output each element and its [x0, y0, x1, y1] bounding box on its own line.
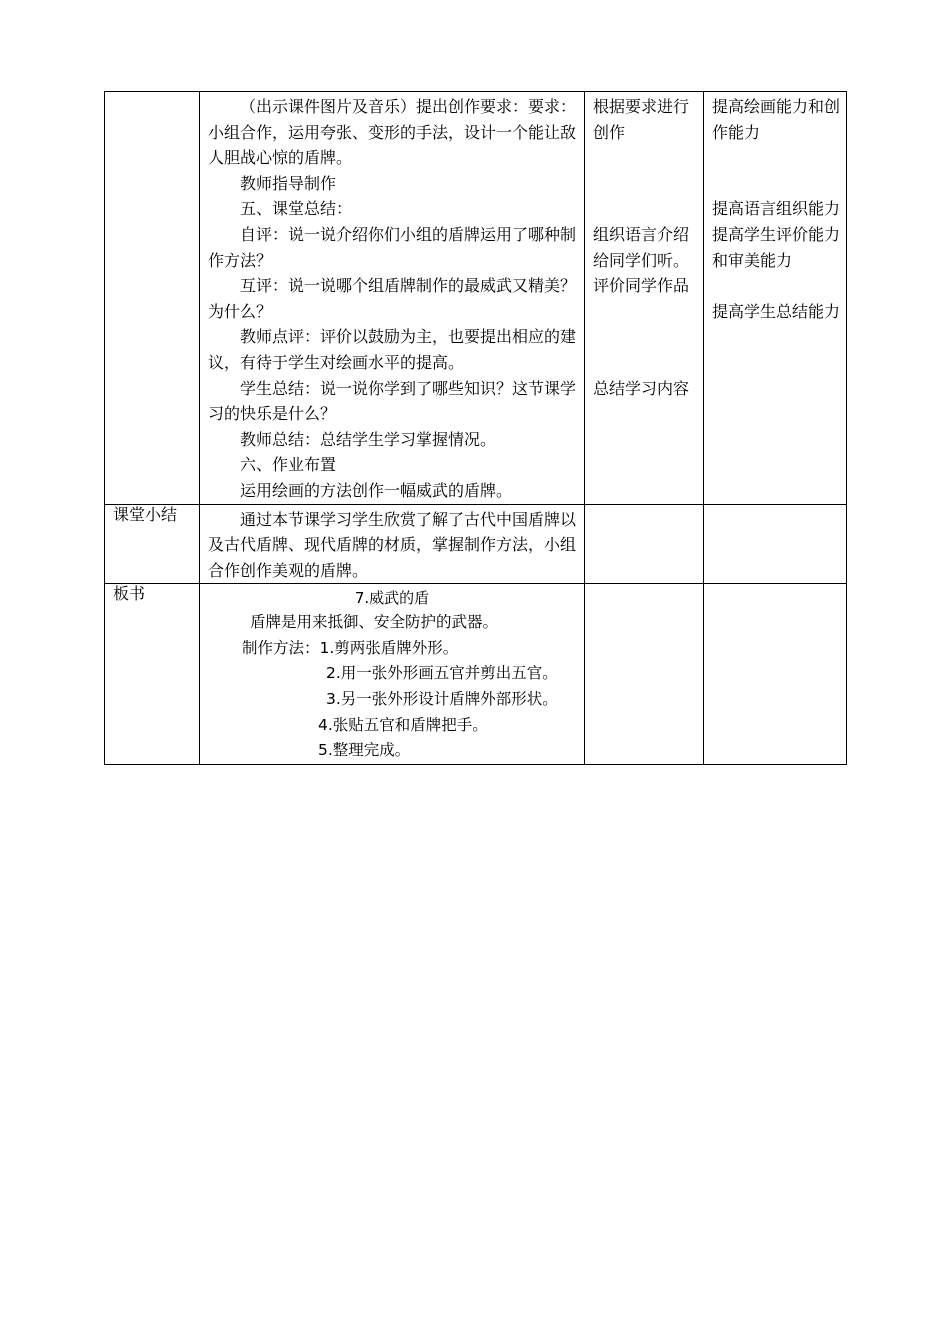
teacher-activity-text: 互评：说一说哪个组盾牌制作的最威武又精美？为什么？: [208, 276, 577, 321]
process-label-cell: [105, 92, 200, 505]
intent-text: 提高学生总结能力: [712, 301, 841, 321]
board-label-cell: [105, 584, 200, 765]
board-label: 板书: [113, 584, 146, 604]
teacher-activity-text: 教师点评：评价以鼓励为主，也要提出相应的建议，有待于学生对绘画水平的提高。: [208, 327, 577, 372]
board-empty-cell: [704, 584, 847, 765]
student-activity-text: 评价同学作品: [593, 276, 690, 296]
board-step: 4.张贴五官和盾牌把手。: [318, 715, 488, 734]
section-heading: 六、作业布置: [240, 455, 337, 475]
summary-empty-cell: [585, 504, 704, 584]
summary-label: 课堂小结: [113, 504, 178, 524]
student-activity-cell: [585, 92, 704, 505]
board-method-line: [208, 636, 576, 662]
board-content-cell: [200, 584, 585, 765]
board-method-label: 制作方法：: [242, 638, 320, 657]
teacher-activity-text: 学生总结：说一说你学到了哪些知识？这节课学习的快乐是什么？: [208, 378, 577, 424]
summary-row: [105, 504, 847, 584]
teacher-activity-text: 教师总结：总结学生学习掌握情况。: [240, 429, 497, 449]
summary-text-cell: [200, 504, 585, 584]
intent-cell: [704, 92, 847, 505]
board-definition: 盾牌是用来抵御、安全防护的武器。: [250, 613, 499, 632]
board-step: 3.另一张外形设计盾牌外部形状。: [326, 690, 558, 709]
teacher-activity-text: 运用绘画的方法创作一幅威武的盾牌。: [240, 480, 513, 500]
student-activity-text: 根据要求进行创作: [593, 97, 690, 142]
summary-label-cell: [105, 504, 200, 584]
process-row: [105, 92, 847, 505]
board-title: 7.威武的盾: [354, 589, 430, 608]
student-activity-text: 组织语言介绍给同学们听。: [593, 224, 690, 270]
summary-empty-cell: [704, 504, 847, 584]
board-step: 2.用一张外形画五官并剪出五官。: [326, 664, 558, 683]
intent-text: 提高学生评价能力和审美能力: [712, 224, 841, 270]
teacher-activity-cell: [200, 92, 585, 505]
board-step: 1.剪两张盾牌外形。: [319, 638, 459, 657]
teacher-activity-text: 教师指导制作: [240, 173, 337, 193]
board-empty-cell: [585, 584, 704, 765]
intent-text: 提高语言组织能力: [712, 199, 841, 219]
summary-text: 通过本节课学习学生欣赏了解了古代中国盾牌以及古代盾牌、现代盾牌的材质，掌握制作方法，小组合作创作美观的盾牌。: [208, 509, 577, 580]
lesson-plan-table: [104, 91, 847, 765]
student-activity-text: 总结学习内容: [593, 378, 690, 398]
intent-text: 提高绘画能力和创作能力: [712, 97, 841, 142]
section-heading: 五、课堂总结：: [240, 199, 353, 219]
board-row: [105, 584, 847, 765]
teacher-activity-text: （出示课件图片及音乐）提出创作要求：要求：小组合作，运用夸张、变形的手法，设计一个能让敌人胆战心惊的盾牌。: [208, 97, 577, 168]
teacher-activity-text: 自评：说一说介绍你们小组的盾牌运用了哪种制作方法？: [208, 224, 577, 270]
board-step: 5.整理完成。: [318, 741, 411, 760]
